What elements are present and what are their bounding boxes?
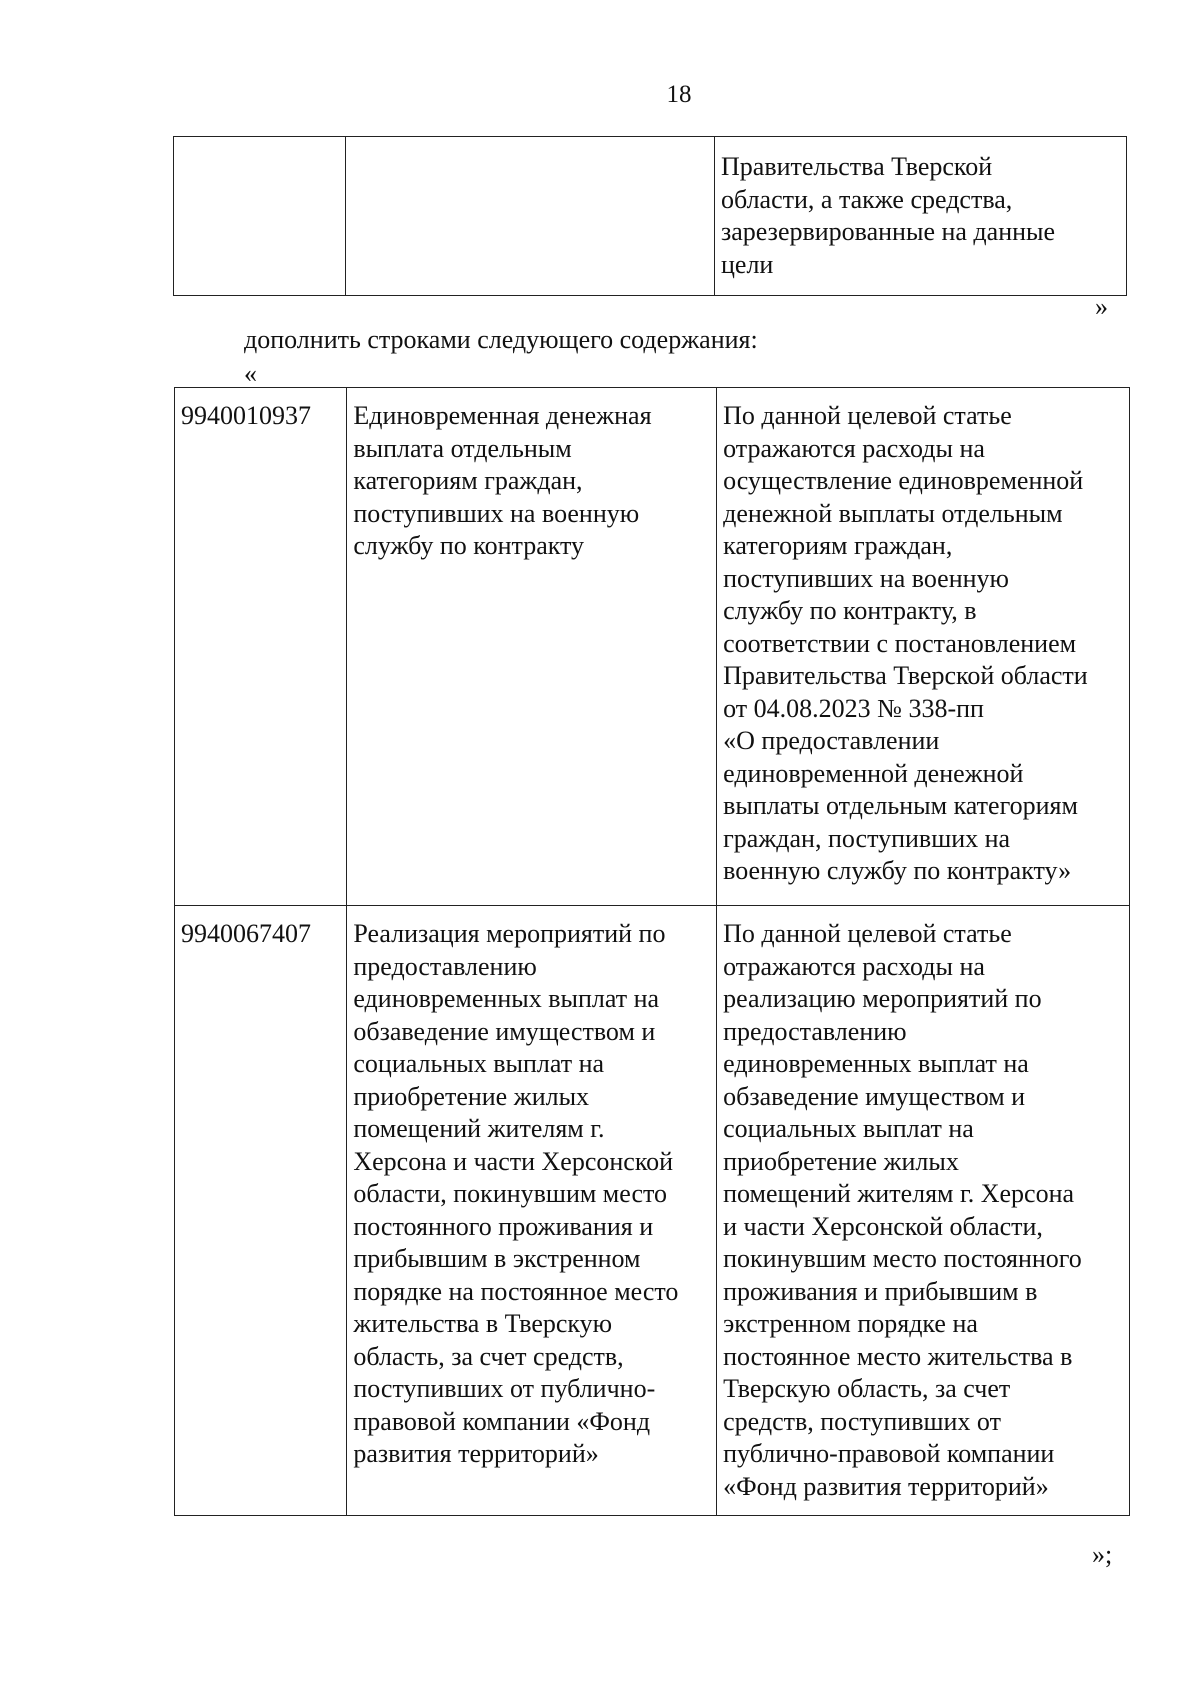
- continuation-table: [173, 136, 1127, 296]
- description-cell: По данной целевой статье отражаются расходы на осуществление единовременной денежной выплаты отдельным категориям граждан, поступивших на военную службу по контракту, в соответствии с постановлением Правительства Тверской области от 04.08.2023 № 338-пп «О предоставлении единовременной денежной выплаты отдельным категориям граждан, поступивших на военную службу по контракту»: [717, 388, 1130, 906]
- table-row: [175, 388, 1130, 906]
- table-row: [174, 137, 1127, 296]
- description-cell: По данной целевой статье отражаются расходы на реализацию мероприятий по предоставлению единовременных выплат на обзаведение имуществом и социальных выплат на приобретение жилых помещений жителям г. Херсона и части Херсонской области, покинувшим место постоянного проживания и прибывшим в экстренном порядке на постоянное место жительства в Тверскую область, за счет средств, поступивших от публично-правовой компании «Фонд развития территорий»: [717, 906, 1130, 1516]
- code-cell: 9940067407: [175, 906, 347, 1516]
- closing-quote-semicolon: »;: [1092, 1540, 1113, 1569]
- description-cell: Правительства Тверской области, а также средства, зарезервированные на данные цели: [715, 137, 1127, 296]
- name-cell: Реализация мероприятий по предоставлению единовременных выплат на обзаведение имуществом и социальных выплат на приобретение жилых помещений жителям г. Херсона и части Херсонской области, покинувшим место постоянного проживания и прибывшим в экстренном порядке на постоянное место жительства в Тверскую область, за счет средств, поступивших от публично- правовой компании «Фонд развития территорий»: [347, 906, 717, 1516]
- name-cell: [346, 137, 715, 296]
- name-cell: Единовременная денежная выплата отдельным категориям граждан, поступивших на военную службу по контракту: [347, 388, 717, 906]
- page-number: 18: [666, 81, 692, 108]
- amendment-text: дополнить строками следующего содержания:: [244, 325, 758, 354]
- closing-quote: »: [1095, 292, 1108, 321]
- table-row: [175, 906, 1130, 1516]
- code-cell: [174, 137, 346, 296]
- amendment-table: [174, 387, 1130, 1516]
- code-cell: 9940010937: [175, 388, 347, 906]
- opening-quote: «: [244, 359, 257, 388]
